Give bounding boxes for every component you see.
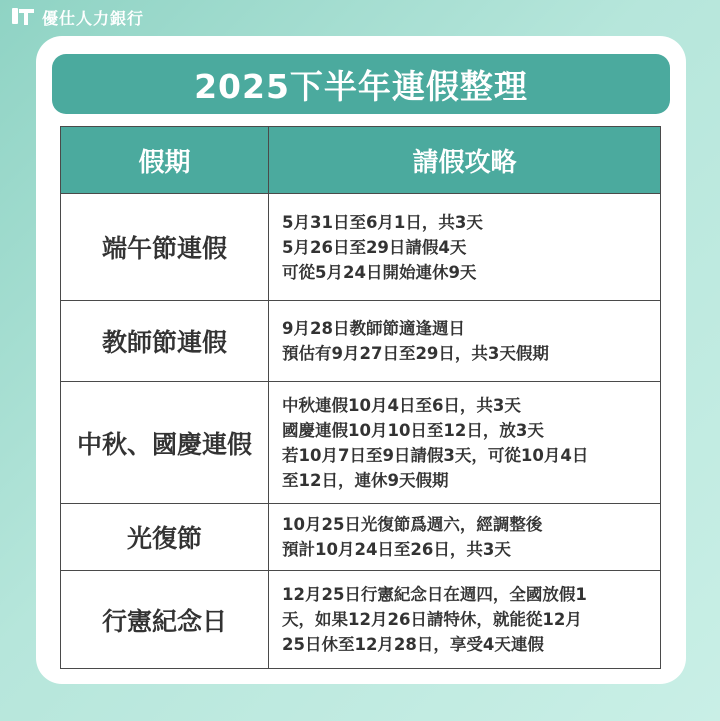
holiday-strategy: [269, 504, 661, 571]
page-title: 2025下半年連假整理: [194, 66, 528, 106]
table-row: [61, 194, 661, 301]
holiday-strategy: [269, 301, 661, 382]
strategy-line: 9月28日教師節適逢週日: [282, 319, 465, 338]
holiday-name: 教師節連假: [61, 301, 269, 382]
strategy-line: 中秋連假10月4日至6日，共3天: [282, 395, 521, 415]
strategy-line: 若10月7日至9日請假3天，可從10月4日: [282, 445, 589, 465]
holiday-name: 中秋、國慶連假: [61, 382, 269, 504]
holiday-card: [36, 36, 686, 684]
table-row: [61, 504, 661, 571]
brand: [10, 6, 144, 28]
table-row: [61, 571, 661, 669]
brand-logo-icon: [10, 6, 36, 28]
holiday-strategy: [269, 571, 661, 669]
title-bar: [52, 54, 670, 114]
column-header-strategy: 請假攻略: [269, 127, 661, 194]
strategy-line: 預計10月24日至26日，共3天: [282, 540, 511, 559]
strategy-line: 至12日，連休9天假期: [282, 470, 449, 490]
brand-name: 優仕人力銀行: [42, 8, 145, 28]
column-header-holiday: 假期: [61, 127, 269, 194]
table-row: [61, 382, 661, 504]
strategy-line: 5月26日至29日請假4天: [282, 237, 467, 257]
strategy-line: 天，如果12月26日請特休，就能從12月: [282, 610, 582, 629]
holiday-name: 端午節連假: [61, 194, 269, 301]
table-header-row: [61, 127, 661, 194]
holiday-name: 行憲紀念日: [61, 571, 269, 669]
strategy-line: 可從5月24日開始連休9天: [282, 262, 477, 282]
strategy-line: 12月25日行憲紀念日在週四，全國放假1: [282, 585, 587, 604]
strategy-line: 國慶連假10月10日至12日，放3天: [282, 420, 544, 440]
holiday-name: 光復節: [61, 504, 269, 571]
holiday-strategy: [269, 194, 661, 301]
holiday-strategy: [269, 382, 661, 504]
strategy-line: 10月25日光復節爲週六，經調整後: [282, 515, 543, 534]
holiday-table: [60, 126, 661, 669]
strategy-line: 5月31日至6月1日，共3天: [282, 212, 483, 232]
strategy-line: 25日休至12月28日，享受4天連假: [282, 635, 544, 654]
table-row: [61, 301, 661, 382]
strategy-line: 預估有9月27日至29日，共3天假期: [282, 344, 549, 363]
